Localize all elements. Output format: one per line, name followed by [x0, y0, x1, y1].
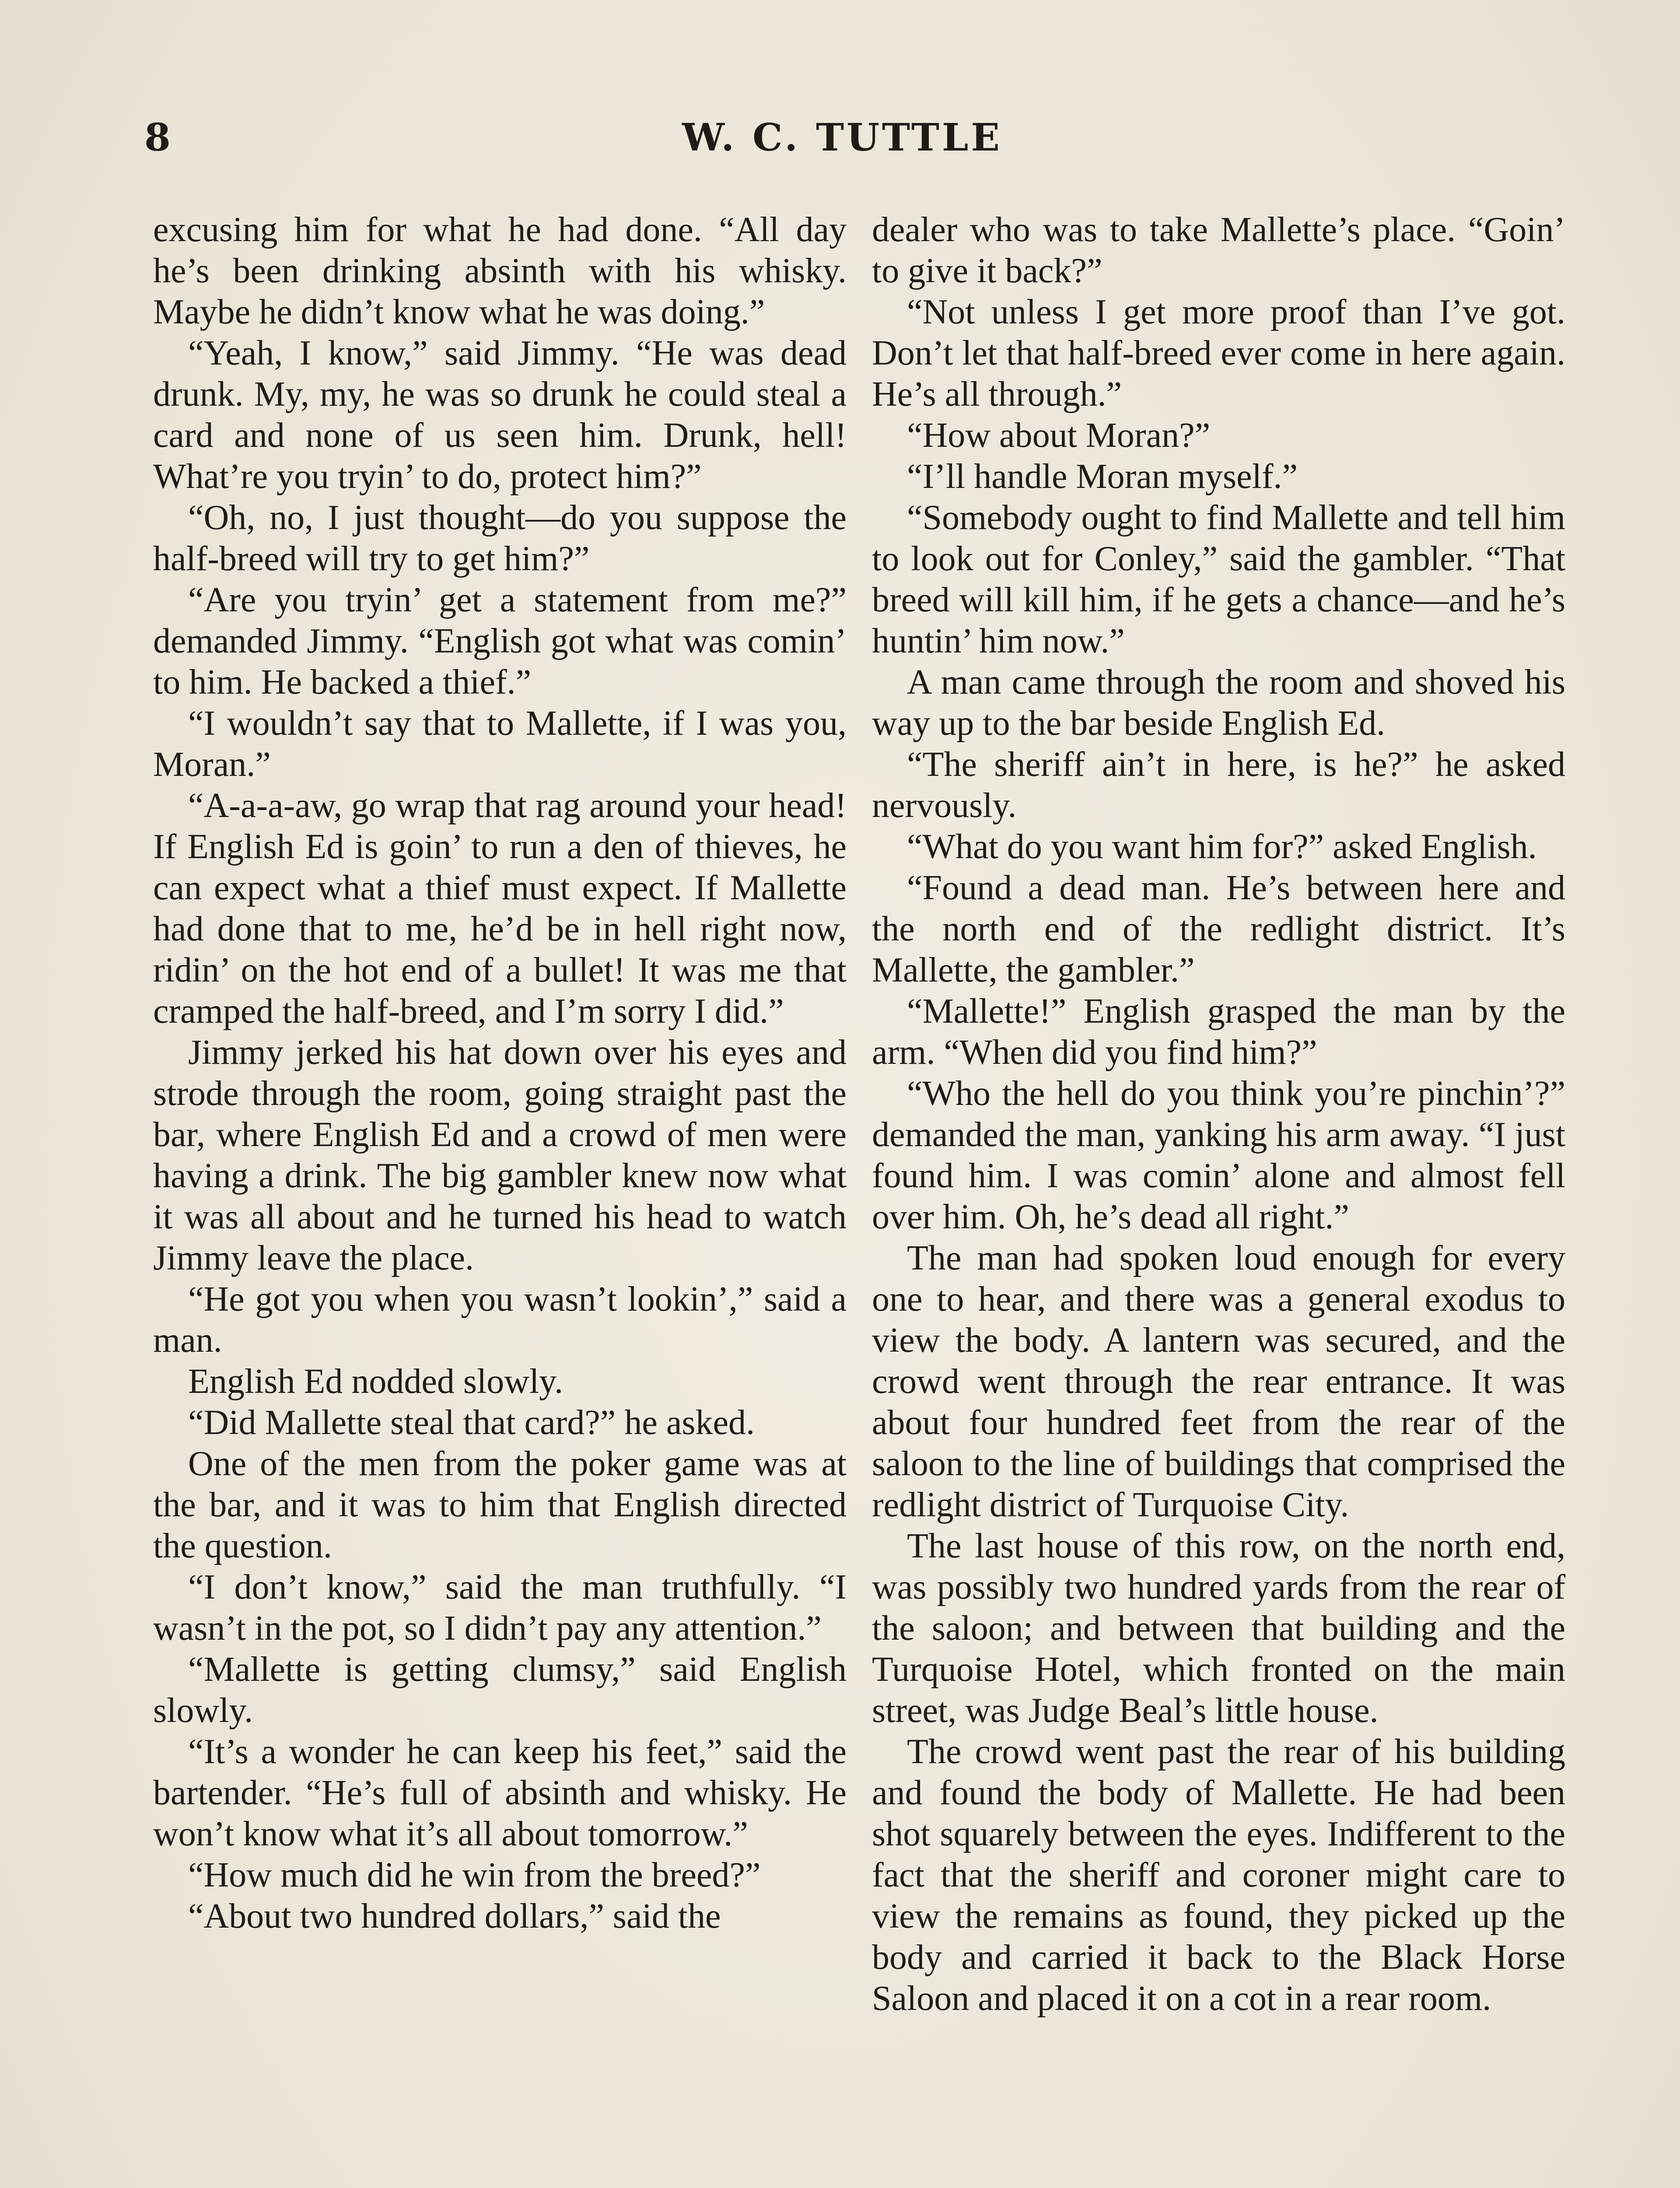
paragraph: “How about Moran?” [907, 416, 1211, 455]
paragraph: “What do you want him for?” asked English. [907, 828, 1537, 866]
paragraph: “Somebody ought to find Mallette and tell him to look out for Conley,” said the gambler. “That breed will kill him, if he gets a chance—and he’s huntin’ him now.” [872, 498, 1565, 660]
paragraph: “How much did he win from the breed?” [188, 1856, 761, 1894]
left-column [153, 209, 847, 1937]
paragraph: The crowd went past the rear of his building and found the body of Mallette. He had been shot squarely between the eyes. Indifferent to the fact that the sheriff and coroner might care to view the remains as found, they picked up the body and carried it back to the Black Horse Saloon and placed it on a cot in a rear room. [872, 1732, 1565, 2018]
paragraph: “Yeah, I know,” said Jimmy. “He was dead drunk. My, my, he was so drunk he could steal a card and none of us seen him. Drunk, hell! What’re you tryin’ to do, protect him?” [153, 334, 847, 496]
author-name: W. C. TUTTLE [682, 116, 1002, 160]
paragraph: “I don’t know,” said the man truthfully. “I wasn’t in the pot, so I didn’t pay any attention.” [153, 1568, 847, 1648]
paragraph: dealer who was to take Mallette’s place. “Goin’ to give it back?” [872, 210, 1565, 290]
paragraph: “Mallette!” English grasped the man by the arm. “When did you find him?” [872, 992, 1565, 1072]
paragraph: “I’ll handle Moran myself.” [907, 457, 1298, 496]
right-column [872, 209, 1565, 2019]
paragraph: “I wouldn’t say that to Mallette, if I was you, Moran.” [153, 704, 847, 784]
paragraph: “He got you when you wasn’t lookin’,” said a man. [153, 1280, 847, 1360]
paragraph: A man came through the room and shoved his way up to the bar beside English Ed. [872, 663, 1565, 743]
paragraph: “A-a-a-aw, go wrap that rag around your head! If English Ed is goin’ to run a den of thieves, he can expect what a thief must expect. If Mallette had done that to me, he’d be in hell right now, ridin’ on the hot end of a bullet! It was me that cramped the half-breed, and I’m sorry I did.” [153, 786, 847, 1031]
page-number: 8 [144, 116, 171, 160]
running-head [144, 109, 1540, 166]
paragraph: excusing him for what he had done. “All day he’s been drinking absinth with his whisky. Maybe he didn’t know what he was doing.” [153, 210, 847, 331]
paragraph: “Who the hell do you think you’re pinchin’?” demanded the man, yanking his arm away. “I just found him. I was comin’ alone and almost fell over him. Oh, he’s dead all right.” [872, 1074, 1565, 1236]
paragraph: Jimmy jerked his hat down over his eyes and strode through the room, going straight past the bar, where English Ed and a crowd of men were having a drink. The big gambler knew now what it was all about and he turned his head to watch Jimmy leave the place. [153, 1033, 847, 1277]
paragraph: One of the men from the poker game was at the bar, and it was to him that English directed the question. [153, 1445, 847, 1565]
paragraph: “About two hundred dollars,” said the [188, 1897, 721, 1936]
paragraph: “Found a dead man. He’s between here and the north end of the redlight district. It’s Mallette, the gambler.” [872, 869, 1565, 989]
paragraph: English Ed nodded slowly. [188, 1362, 563, 1401]
paragraph: “Mallette is getting clumsy,” said English slowly. [153, 1650, 847, 1730]
paragraph: “Are you tryin’ get a statement from me?” demanded Jimmy. “English got what was comin’ to him. He backed a thief.” [153, 581, 847, 701]
paragraph: “Not unless I get more proof than I’ve got. Don’t let that half-breed ever come in here again. He’s all through.” [872, 293, 1565, 414]
paragraph: “The sheriff ain’t in here, is he?” he asked nervously. [872, 745, 1565, 825]
paragraph: “It’s a wonder he can keep his feet,” said the bartender. “He’s full of absinth and whisky. He won’t know what it’s all about tomorrow.” [153, 1732, 847, 1853]
paragraph: The man had spoken loud enough for every one to hear, and there was a general exodus to view the body. A lantern was secured, and the crowd went through the rear entrance. It was about four hundred feet from the rear of the saloon to the line of buildings that comprised the redlight district of Turquoise City. [872, 1239, 1565, 1524]
paragraph: The last house of this row, on the north end, was possibly two hundred yards from the rear of the saloon; and between that building and the Turquoise Hotel, which fronted on the main street, was Judge Beal’s little house. [872, 1527, 1565, 1730]
paragraph: “Did Mallette steal that card?” he asked. [188, 1403, 755, 1442]
paragraph: “Oh, no, I just thought—do you suppose the half-breed will try to get him?” [153, 498, 847, 578]
